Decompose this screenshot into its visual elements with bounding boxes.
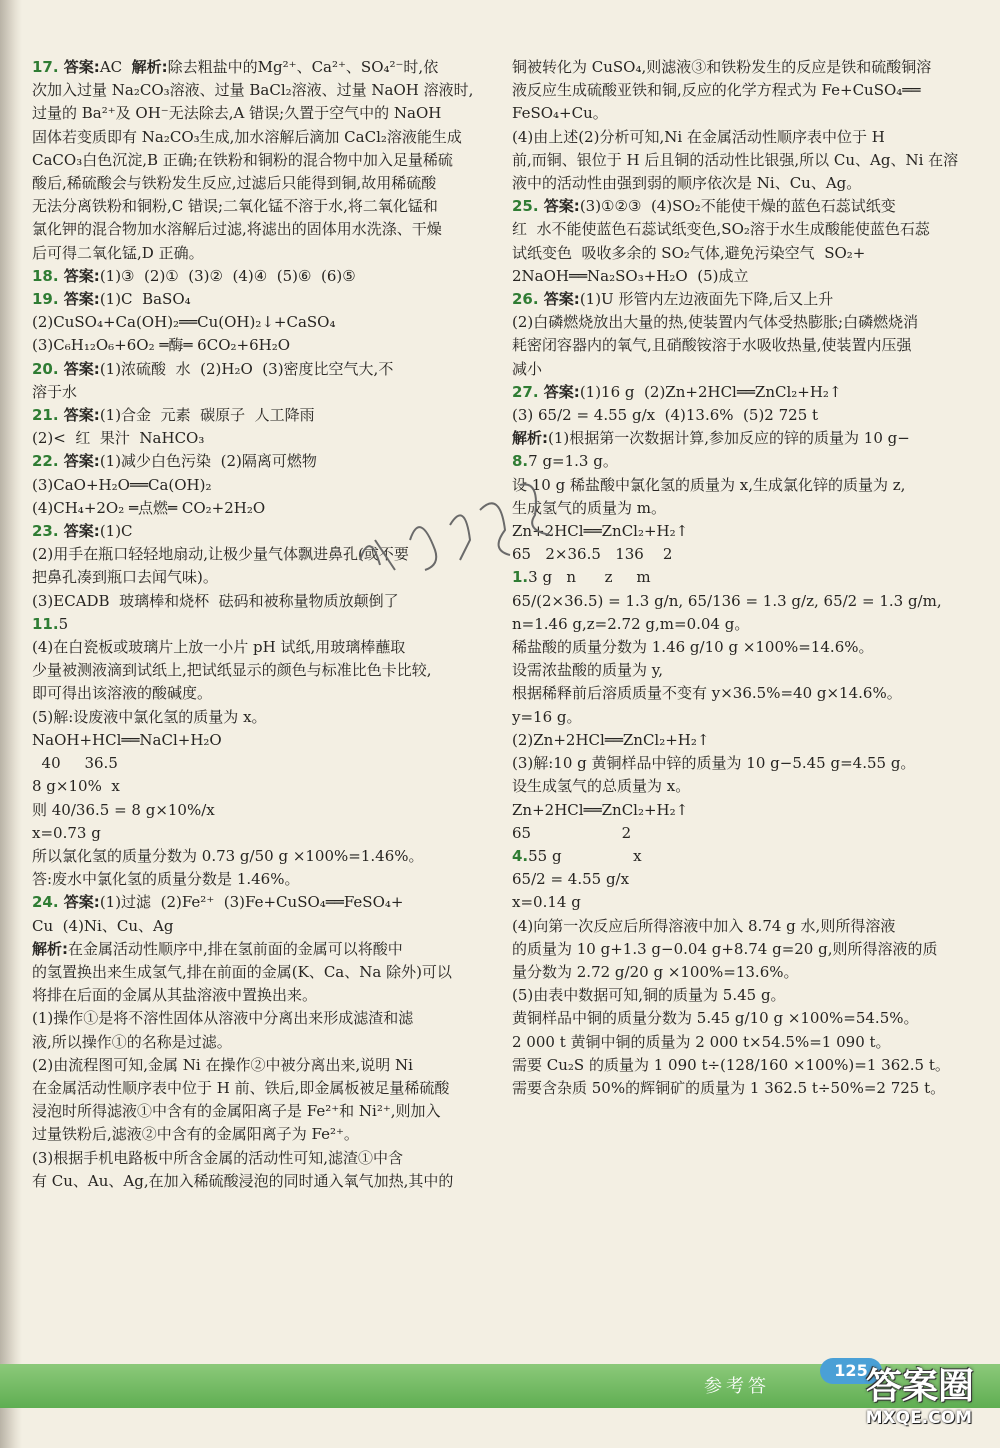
text-line: 即可得出该溶液的酸碱度。: [32, 684, 213, 703]
text-line: 27. 答案:(1)16 g (2)Zn+2HCl══ZnCl₂+H₂↑: [512, 382, 842, 401]
text-line: 17. 答案:AC 解析:除去粗盐中的Mg²⁺、Ca²⁺、SO₄²⁻时,依: [32, 58, 439, 76]
text-line: 液,所以操作①的名称是过滤。: [32, 1032, 232, 1051]
text-line: 20. 答案:(1)浓硫酸 水 (2)H₂O (3)密度比空气大,不: [32, 359, 394, 378]
handwritten-scribble: [340, 470, 570, 590]
text-line: 设需浓盐酸的质量为 y,: [512, 661, 664, 680]
text-line: Zn+2HCl══ZnCl₂+H₂↑: [512, 522, 689, 541]
text-line: 有 Cu、Au、Ag,在加入稀硫酸浸泡的同时通入氧气加热,其中的: [32, 1171, 454, 1190]
text-line: 解析:在金属活动性顺序中,排在氢前面的金属可以将酸中: [32, 939, 403, 958]
text-line: FeSO₄+Cu。: [512, 104, 608, 123]
text-line: 无法分离铁粉和铜粉,C 错误;二氧化锰不溶于水,将二氧化锰和: [32, 197, 438, 216]
text-line: 少量被测液滴到试纸上,把试纸显示的颜色与标准比色卡比较,: [32, 661, 432, 680]
text-line: (4)向第一次反应后所得溶液中加入 8.74 g 水,则所得溶液: [512, 916, 896, 935]
text-line: 4.55 g x: [512, 846, 642, 865]
text-line: (3)C₆H₁₂O₆+6O₂ ═酶═ 6CO₂+6H₂O: [32, 336, 291, 355]
text-line: 11.5: [32, 614, 69, 633]
text-line: (2)由流程图可知,金属 Ni 在操作②中被分离出来,说明 Ni: [32, 1055, 413, 1074]
text-line: 液反应生成硫酸亚铁和铜,反应的化学方程式为 Fe+CuSO₄══: [512, 81, 921, 100]
text-line: (2)CuSO₄+Ca(OH)₂══Cu(OH)₂↓+CaSO₄: [32, 313, 336, 332]
text-line: 的质量为 10 g+1.3 g−0.04 g+8.74 g=20 g,则所得溶液的质: [512, 939, 938, 958]
text-line: 红 水不能使蓝色石蕊试纸变色,SO₂溶于水生成酸能使蓝色石蕊: [512, 220, 930, 239]
text-line: 把鼻孔凑到瓶口去闻气味)。: [32, 568, 218, 587]
text-line: 的氢置换出来生成氢气,排在前面的金属(K、Ca、Na 除外)可以: [32, 962, 452, 981]
text-line: 需要含杂质 50%的辉铜矿的质量为 1 362.5 t÷50%=2 725 t。: [512, 1078, 946, 1097]
text-line: 19. 答案:(1)C BaSO₄: [32, 290, 191, 309]
text-line: 25. 答案:(3)①②③ (4)SO₂不能使干燥的蓝色石蕊试纸变: [512, 197, 896, 216]
right-column: [512, 56, 960, 1100]
text-line: 需要 Cu₂S 的质量为 1 090 t÷(128/160 ×100%)=1 362.5 t。: [512, 1055, 950, 1074]
text-line: (2)用手在瓶口轻轻地扇动,让极少量气体飘进鼻孔(或不要: [32, 545, 409, 564]
text-line: 试纸变色 吸收多余的 SO₂气体,避免污染空气 SO₂+: [512, 243, 866, 262]
text-line: 生成氢气的质量为 m。: [512, 498, 666, 517]
text-line: 65/2 = 4.55 g/x: [512, 870, 630, 889]
text-line: 液中的活动性由强到弱的顺序依次是 Ni、Cu、Ag。: [512, 174, 862, 193]
left-column: [32, 56, 477, 1193]
text-line: 酸后,稀硫酸会与铁粉发生反应,过滤后只能得到铜,故用稀硫酸: [32, 174, 437, 193]
text-line: (2)Zn+2HCl══ZnCl₂+H₂↑: [512, 730, 710, 749]
text-line: (3)根据手机电路板中所含金属的活动性可知,滤渣①中含: [32, 1148, 404, 1167]
text-line: 浸泡时所得滤液①中含有的金属阳离子是 Fe²⁺和 Ni²⁺,则加入: [32, 1102, 441, 1121]
text-line: 铜被转化为 CuSO₄,则滤液③和铁粉发生的反应是铁和硫酸铜溶: [512, 58, 932, 76]
text-line: 设生成氢气的总质量为 x。: [512, 777, 691, 796]
text-line: 65 2: [512, 823, 632, 842]
watermark-logo-url: MXQE.COM: [865, 1408, 972, 1428]
text-line: (5)由表中数据可知,铜的质量为 5.45 g。: [512, 986, 786, 1005]
text-line: 过量铁粉后,滤液②中含有的金属阳离子为 Fe²⁺。: [32, 1125, 359, 1144]
text-line: 2NaOH══Na₂SO₃+H₂O (5)成立: [512, 266, 749, 285]
text-line: (4)由上述(2)分析可知,Ni 在金属活动性顺序表中位于 H: [512, 127, 885, 146]
text-line: 21. 答案:(1)合金 元素 碳原子 人工降雨: [32, 406, 315, 425]
text-line: 根据稀释前后溶质质量不变有 y×36.5%=40 g×14.6%。: [512, 684, 902, 703]
text-line: 40 36.5: [32, 754, 118, 773]
page-footer: [0, 1350, 1000, 1448]
text-line: 次加入过量 Na₂CO₃溶液、过量 BaCl₂溶液、过量 NaOH 溶液时,: [32, 81, 474, 100]
text-line: 8 g×10% x: [32, 777, 120, 796]
text-line: 减小: [512, 359, 543, 378]
text-line: NaOH+HCl══NaCl+H₂O: [32, 730, 222, 749]
footer-label: 参考答: [704, 1376, 770, 1397]
text-line: Zn+2HCl══ZnCl₂+H₂↑: [512, 800, 689, 819]
text-line: 后可得二氧化锰,D 正确。: [32, 243, 204, 262]
text-line: 26. 答案:(1)U 形管内左边液面先下降,后又上升: [512, 290, 834, 309]
text-line: CaCO₃白色沉淀,B 正确;在铁粉和铜粉的混合物中加入足量稀硫: [32, 150, 453, 169]
text-line: (2)< 红 果汁 NaHCO₃: [32, 429, 205, 448]
text-line: (3) 65/2 = 4.55 g/x (4)13.6% (5)2 725 t: [512, 406, 819, 425]
text-line: 22. 答案:(1)减少白色污染 (2)隔离可燃物: [32, 452, 317, 471]
text-line: (1)操作①是将不溶性固体从溶液中分离出来形成滤渣和滤: [32, 1009, 414, 1028]
text-line: 黄铜样品中铜的质量分数为 5.45 g/10 g ×100%=54.5%。: [512, 1009, 919, 1028]
text-line: n=1.46 g,z=2.72 g,m=0.04 g。: [512, 614, 750, 633]
text-line: (4)在白瓷板或玻璃片上放一小片 pH 试纸,用玻璃棒蘸取: [32, 638, 406, 657]
text-line: (2)白磷燃烧放出大量的热,使装置内气体受热膨胀;白磷燃烧消: [512, 313, 919, 332]
text-line: 溶于水: [32, 382, 78, 401]
text-line: 固体若变质即有 Na₂CO₃生成,加水溶解后滴加 CaCl₂溶液能生成: [32, 127, 462, 146]
text-line: y=16 g。: [512, 707, 582, 726]
text-line: (3)解:10 g 黄铜样品中锌的质量为 10 g−5.45 g=4.55 g。: [512, 754, 916, 773]
watermark-logo: [832, 1350, 992, 1442]
text-line: 耗密闭容器内的氧气,且硝酸铵溶于水吸收热量,使装置内压强: [512, 336, 912, 355]
text-line: (4)CH₄+2O₂ ═点燃═ CO₂+2H₂O: [32, 498, 266, 517]
text-line: 18. 答案:(1)③ (2)① (3)② (4)④ (5)⑥ (6)⑤: [32, 266, 356, 285]
text-line: 过量的 Ba²⁺及 OH⁻无法除去,A 错误;久置于空气中的 NaOH: [32, 104, 442, 123]
text-line: 量分数为 2.72 g/20 g ×100%=13.6%。: [512, 962, 799, 981]
text-line: 则 40/36.5 = 8 g×10%/x: [32, 800, 215, 819]
text-line: Cu (4)Ni、Cu、Ag: [32, 916, 174, 935]
text-line: (3)ECADB 玻璃棒和烧杯 砝码和被称量物质放颠倒了: [32, 591, 399, 610]
watermark-logo-text: 答案圈: [865, 1366, 974, 1407]
text-line: 65/(2×36.5) = 1.3 g/n, 65/136 = 1.3 g/z, 65/2 = 1.3 g/m,: [512, 591, 942, 610]
page-number-badge: 125: [820, 1358, 882, 1384]
text-line: 2 000 t 黄铜中铜的质量为 2 000 t×54.5%=1 090 t。: [512, 1032, 891, 1051]
text-line: 8.7 g=1.3 g。: [512, 452, 618, 471]
page-spine-shadow: [0, 0, 22, 1448]
text-line: 前,而铜、银位于 H 后且铜的活动性比银强,所以 Cu、Ag、Ni 在溶: [512, 150, 959, 169]
text-line: (5)解:设废液中氯化氢的质量为 x。: [32, 707, 267, 726]
text-line: 在金属活动性顺序表中位于 H 前、铁后,即金属板被足量稀硫酸: [32, 1078, 450, 1097]
text-line: 氯化钾的混合物加水溶解后过滤,将滤出的固体用水洗涤、干燥: [32, 220, 442, 239]
text-line: 解析:(1)根据第一次数据计算,参加反应的锌的质量为 10 g−: [512, 429, 910, 448]
text-line: (3)CaO+H₂O══Ca(OH)₂: [32, 475, 212, 494]
text-line: 1.3 g n z m: [512, 568, 651, 587]
text-line: 答:废水中氯化氢的质量分数是 1.46%。: [32, 870, 300, 889]
text-line: 设 10 g 稀盐酸中氯化氢的质量为 x,生成氯化锌的质量为 z,: [512, 475, 906, 494]
text-line: 所以氯化氢的质量分数为 0.73 g/50 g ×100%=1.46%。: [32, 846, 424, 865]
text-line: x=0.73 g: [32, 823, 101, 842]
text-line: 将排在后面的金属从其盐溶液中置换出来。: [32, 986, 318, 1005]
text-line: 稀盐酸的质量分数为 1.46 g/10 g ×100%=14.6%。: [512, 638, 874, 657]
text-line: 23. 答案:(1)C: [32, 522, 133, 541]
text-line: 65 2×36.5 136 2: [512, 545, 673, 564]
text-line: x=0.14 g: [512, 893, 581, 912]
text-line: 24. 答案:(1)过滤 (2)Fe²⁺ (3)Fe+CuSO₄══FeSO₄+: [32, 893, 404, 912]
